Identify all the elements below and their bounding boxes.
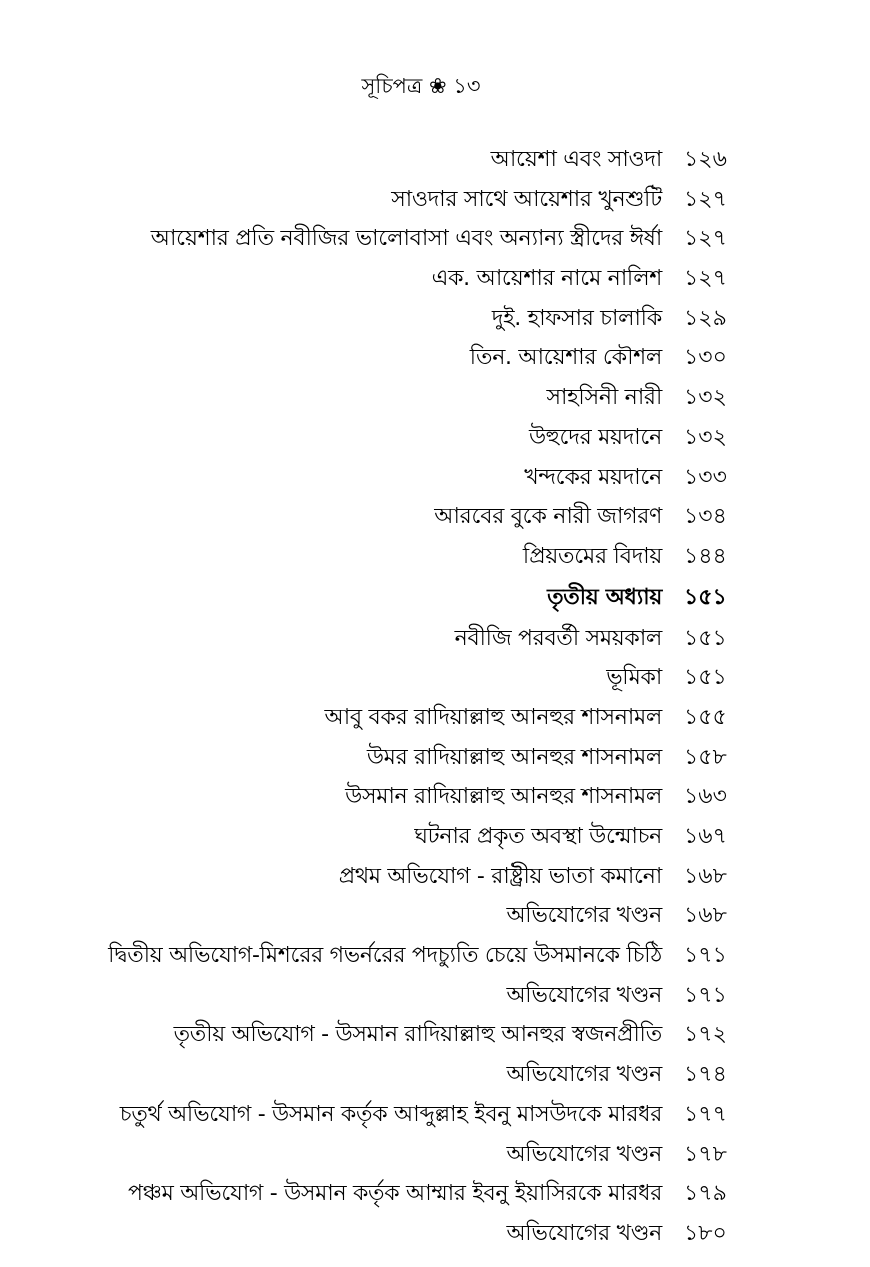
toc-entry (40, 338, 830, 378)
toc-entry-title: সাহসিনী নারী (546, 385, 662, 411)
toc-entry (40, 698, 830, 738)
toc-entry-page-number: ১৪৪ (684, 543, 727, 569)
toc-entry-title: উহুদের ময়দানে (528, 424, 662, 450)
toc-entry-page-number: ১৫১ (684, 584, 727, 610)
toc-entry-title: খন্দকের ময়দানে (524, 464, 662, 490)
toc-entry-page-number: ১৩৩ (684, 464, 727, 490)
toc-entry-title: উসমান রাদিয়াল্লাহু আনহুর শাসনামল (345, 784, 662, 810)
toc-entry-title: অভিযোগের খণ্ডন (506, 1220, 662, 1246)
toc-entry-page-number: ১৫১ (684, 625, 727, 651)
running-header (0, 68, 870, 104)
toc-entry-title: সাওদার সাথে আয়েশার খুনশুটি (391, 186, 662, 212)
toc-entry (40, 1135, 830, 1175)
toc-entry-title: দ্বিতীয় অভিযোগ-মিশরের গভর্নরের পদচ্যুতি চেয়ে উসমানকে চিঠি (108, 943, 662, 969)
toc-entry-title: প্রিয়তমের বিদায় (522, 543, 662, 569)
toc-entry-title: আবু বকর রাদিয়াল্লাহু আনহুর শাসনামল (324, 704, 662, 730)
toc-entry-page-number: ১৮০ (684, 1220, 727, 1246)
toc-entry (40, 1055, 830, 1095)
toc-entry-page-number: ১৭১ (684, 943, 727, 969)
toc-entry (40, 537, 830, 577)
toc-entry-title: এক. আয়েশার নামে নালিশ (431, 266, 662, 292)
toc-entry-title: ঘটনার প্রকৃত অবস্থা উন্মোচন (414, 824, 662, 849)
toc-entry (40, 936, 830, 976)
toc-entry (40, 817, 830, 857)
toc-chapter-heading (40, 577, 830, 619)
toc-entry-page-number: ১৬৭ (684, 824, 727, 849)
toc-entry-title: আয়েশার প্রতি নবীজির ভালোবাসা এবং অন্যান্য স্ত্রীদের ঈর্ষা (150, 226, 662, 252)
toc-entry-title: আয়েশা এবং সাওদা (490, 147, 662, 172)
toc-entry-page-number: ১৩২ (684, 385, 727, 411)
toc-entry-page-number: ১৫৮ (684, 744, 727, 770)
toc-entry-page-number: ১২৭ (684, 186, 727, 212)
toc-entry (40, 976, 830, 1016)
toc-entry-title: নবীজি পরবর্তী সময়কাল (454, 625, 662, 651)
table-of-contents (40, 140, 830, 1254)
toc-entry-title: পঞ্চম অভিযোগ - উসমান কর্তৃক আম্মার ইবনু ইয়াসিরকে মারধর (128, 1181, 662, 1207)
toc-entry-page-number: ১৫৫ (684, 704, 727, 730)
toc-entry-title: দুই. হাফসার চালাকি (491, 305, 662, 331)
toc-entry-page-number: ১৭১ (684, 982, 727, 1008)
toc-entry (40, 140, 830, 180)
toc-entry (40, 259, 830, 299)
toc-entry-page-number: ১২৬ (684, 147, 727, 172)
toc-entry-page-number: ১৬৩ (684, 784, 727, 810)
toc-entry (40, 1015, 830, 1055)
toc-entry (40, 619, 830, 659)
toc-entry (40, 180, 830, 220)
toc-entry (40, 1174, 830, 1214)
toc-entry (40, 896, 830, 936)
running-title: সূচিপত্র ❀ ১৩ (361, 74, 481, 98)
toc-entry (40, 738, 830, 778)
toc-entry-page-number: ১৭৮ (684, 1141, 727, 1167)
toc-entry-title: অভিযোগের খণ্ডন (506, 1141, 662, 1167)
toc-entry-title: অভিযোগের খণ্ডন (506, 982, 662, 1008)
toc-entry-title: চতুর্থ অভিযোগ - উসমান কর্তৃক আব্দুল্লাহ ইবনু মাসউদকে মারধর (119, 1101, 662, 1127)
toc-entry (40, 299, 830, 339)
toc-entry-title: আরবের বুকে নারী জাগরণ (434, 504, 662, 530)
toc-entry-page-number: ১৩২ (684, 424, 727, 450)
toc-entry-page-number: ১৫১ (684, 665, 727, 691)
toc-entry (40, 219, 830, 259)
toc-entry (40, 418, 830, 458)
toc-entry-page-number: ১৭৭ (684, 1101, 727, 1127)
toc-entry (40, 378, 830, 418)
toc-entry-page-number: ১৩৪ (684, 504, 727, 530)
toc-entry-page-number: ১২৭ (684, 266, 727, 292)
toc-entry-title: অভিযোগের খণ্ডন (506, 1062, 662, 1088)
toc-entry (40, 1214, 830, 1254)
toc-entry-page-number: ১৩০ (684, 345, 727, 371)
toc-entry-title: তৃতীয় অভিযোগ - উসমান রাদিয়াল্লাহু আনহুর স্বজনপ্রীতি (173, 1022, 662, 1048)
toc-entry-page-number: ১৭২ (684, 1022, 727, 1048)
toc-entry (40, 497, 830, 537)
toc-entry (40, 658, 830, 698)
toc-entry-title: প্রথম অভিযোগ - রাষ্ট্রীয় ভাতা কমানো (338, 863, 662, 889)
toc-entry-title: তৃতীয় অধ্যায় (547, 584, 662, 610)
toc-entry-page-number: ১২৭ (684, 226, 727, 252)
toc-entry-page-number: ১৬৮ (684, 863, 727, 889)
toc-entry-title: অভিযোগের খণ্ডন (506, 903, 662, 929)
toc-entry-title: তিন. আয়েশার কৌশল (469, 345, 662, 371)
toc-entry-title: ভূমিকা (606, 665, 662, 691)
toc-entry-page-number: ১৬৮ (684, 903, 727, 929)
toc-entry-title: উমর রাদিয়াল্লাহু আনহুর শাসনামল (366, 744, 662, 770)
toc-entry (40, 857, 830, 897)
toc-entry (40, 1095, 830, 1135)
toc-entry-page-number: ১২৯ (684, 305, 727, 331)
toc-entry-page-number: ১৭৪ (684, 1062, 727, 1088)
toc-entry-page-number: ১৭৯ (684, 1181, 727, 1207)
toc-entry (40, 458, 830, 498)
toc-entry (40, 777, 830, 817)
